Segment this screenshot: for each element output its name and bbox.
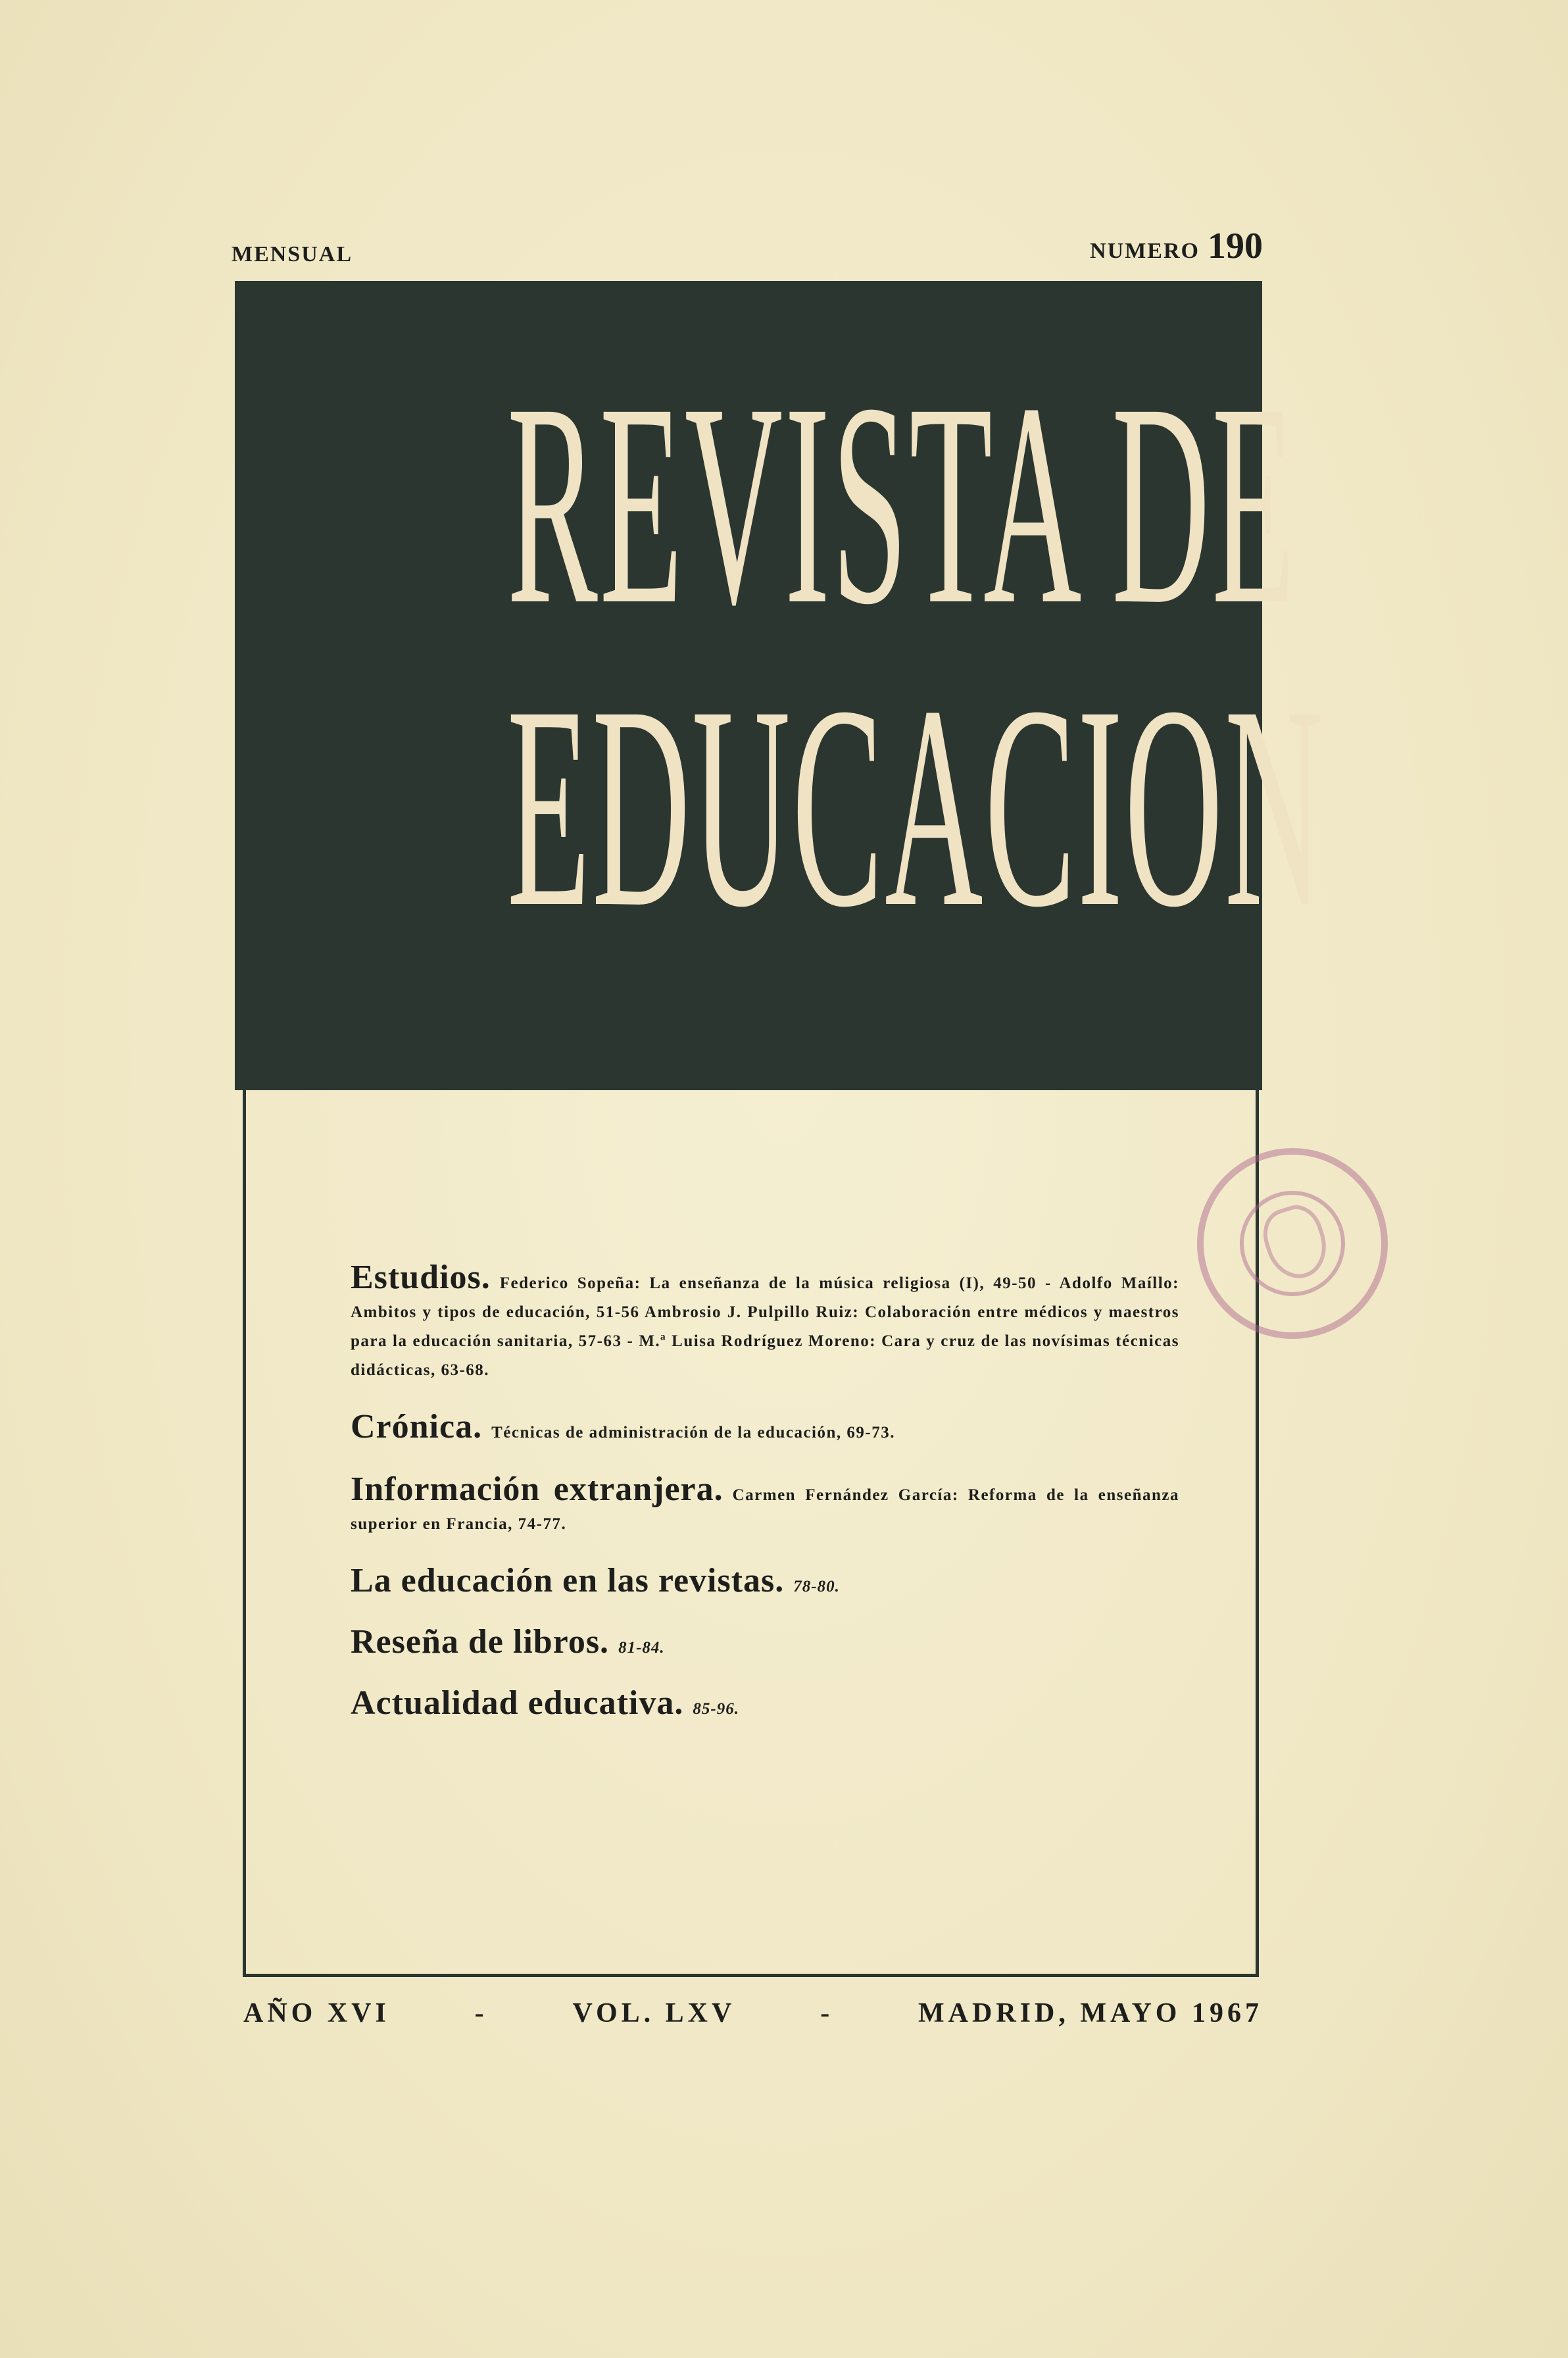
masthead-title-line-1: REVISTA DE [506, 344, 1297, 665]
toc-pages: 78-80. [793, 1578, 840, 1595]
toc-entry-estudios [351, 1258, 1179, 1385]
toc-entry-cronica [351, 1407, 1179, 1447]
issue-number-label: NUMERO [1090, 239, 1200, 263]
imprint-line [243, 1994, 1263, 2033]
toc-heading: Información extranjera. [351, 1470, 723, 1508]
toc-heading: La educación en las revistas. [351, 1562, 785, 1599]
toc-entry-libros [351, 1622, 1179, 1661]
place-date-label: MADRID, MAYO 1967 [918, 1998, 1263, 2028]
separator: - [820, 1998, 834, 2028]
toc-entry-revistas [351, 1561, 1179, 1600]
issue-number [1090, 225, 1263, 267]
table-of-contents [351, 1258, 1179, 1745]
frequency-label: MENSUAL [232, 242, 353, 266]
masthead-title-line-2: EDUCACION [506, 647, 1325, 967]
year-label: AÑO XVI [243, 1998, 390, 2028]
toc-heading: Crónica. [351, 1408, 483, 1445]
toc-heading: Reseña de libros. [351, 1623, 610, 1661]
masthead-banner [235, 281, 1325, 1090]
separator: - [474, 1998, 488, 2028]
issue-number-value: 190 [1208, 226, 1263, 266]
top-line [232, 226, 1263, 270]
toc-body: Federico Sopeña: La enseñanza de la música religiosa (I), 49-50 - Adolfo Maíllo: Ambitos y tipos de educación, 51-56 Ambrosio J. Pulpillo Ruiz: Colaboración entre médicos y maestros para la educación sanitaria, 57-63 - M.ª Luisa Rodríguez Moreno: Cara y cruz de las novísimas técnicas didácticas, 63-68. [351, 1274, 1179, 1379]
toc-entry-informacion [351, 1470, 1179, 1539]
toc-heading: Estudios. [351, 1259, 491, 1296]
volume-label: VOL. LXV [572, 1998, 736, 2028]
toc-pages: 85-96. [693, 1700, 739, 1718]
toc-entry-actualidad [351, 1684, 1179, 1722]
toc-pages: 81-84. [618, 1639, 665, 1657]
toc-heading: Actualidad educativa. [351, 1684, 684, 1722]
toc-body: Técnicas de administración de la educación, 69-73. [491, 1424, 895, 1442]
toc-body: Carmen Fernández García: Reforma de la enseñanza superior en Francia, 74-77. [351, 1486, 1179, 1533]
